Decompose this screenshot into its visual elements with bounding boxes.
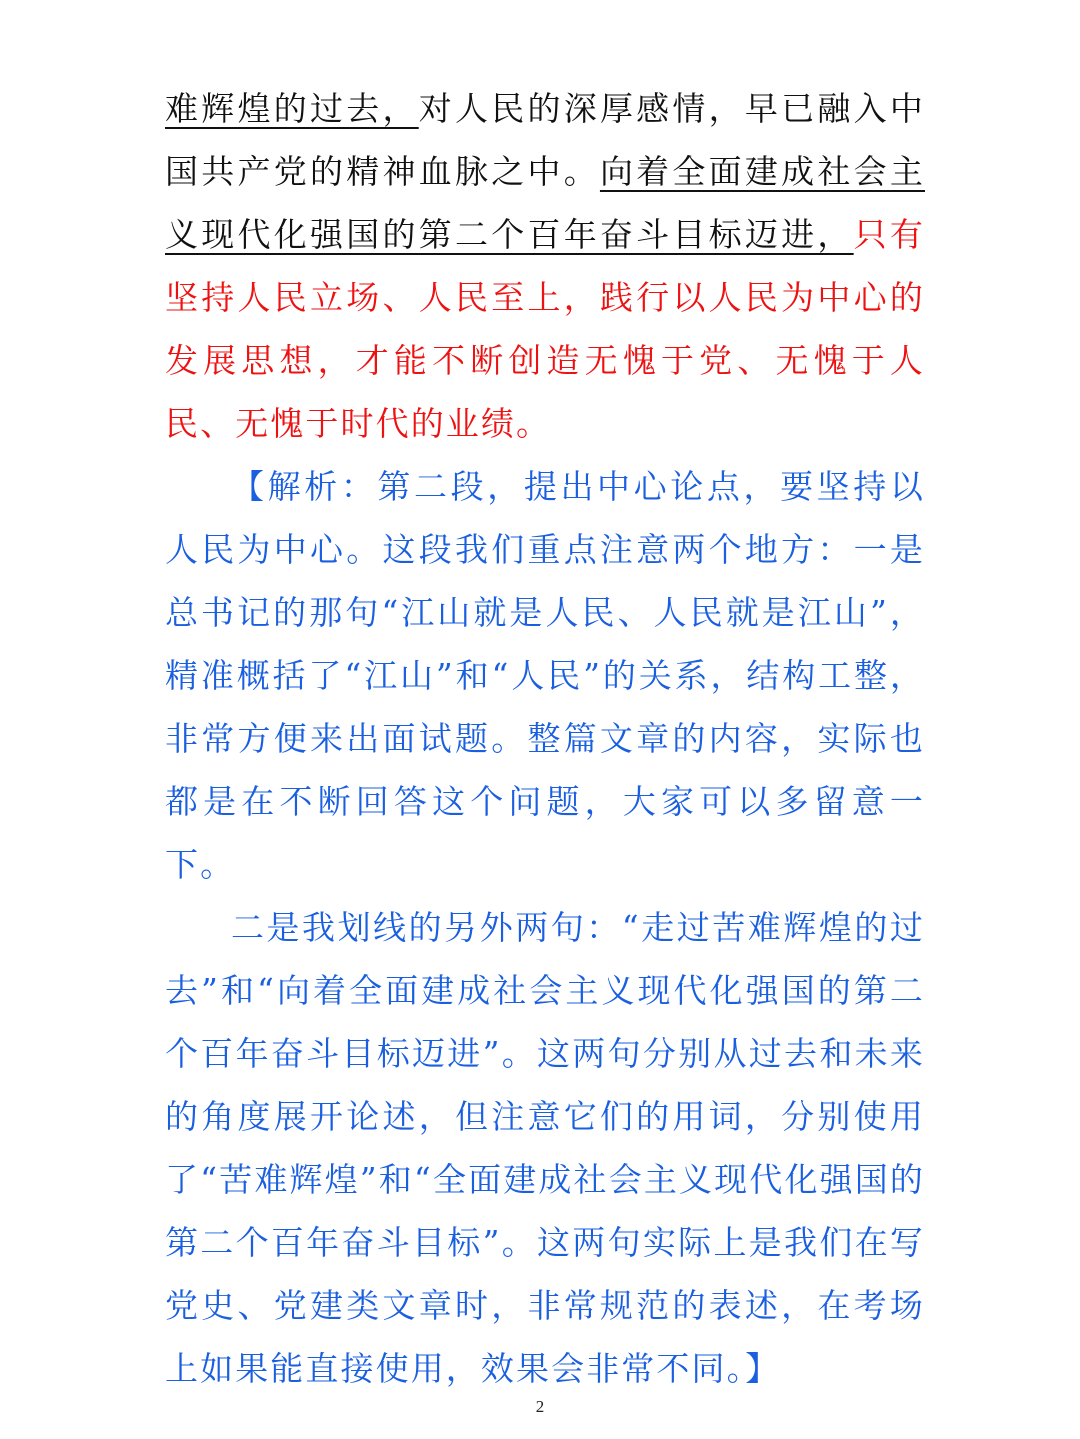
analysis-paragraph-2: 二是我划线的另外两句：“走过苦难辉煌的过去”和“向着全面建成社会主义现代化强国的第二个百年奋斗目标迈进”。这两句分别从过去和未来的角度展开论述，但注意它们的用词，分别使用了“苦难辉煌”和“全面建成社会主义现代化强国的第二个百年奋斗目标”。这两句实际上是我们在写党史、党建类文章时，非常规范的表述，在考场上如果能直接使用，效果会非常不同。】 — [165, 908, 925, 1388]
paragraph-main — [165, 77, 925, 455]
paragraph-text: 对人民的深厚感情，早已融入中国共产党的精神血脉之中。 — [165, 89, 925, 191]
page-number: 2 — [535, 1397, 545, 1416]
text-body — [165, 77, 925, 1400]
underlined-phrase-past: 难辉煌的过去， — [165, 89, 419, 128]
red-key-sentence: 只有坚持人民立场、人民至上，践行以人民为中心的发展思想，才能不断创造无愧于党、无愧于人民、无愧于时代的业绩。 — [165, 215, 926, 443]
underlined-phrase-future: 向着全面建成社会主义现代化强国的第二个百年奋斗目标迈进， — [165, 152, 925, 254]
analysis-paragraph-1: 【解析：第二段，提出中心论点，要坚持以人民为中心。这段我们重点注意两个地方：一是总书记的那句“江山就是人民、人民就是江山”，精准概括了“江山”和“人民”的关系，结构工整，非常方便来出面试题。整篇文章的内容，实际也都是在不断回答这个问题，大家可以多留意一下。 — [165, 467, 925, 884]
